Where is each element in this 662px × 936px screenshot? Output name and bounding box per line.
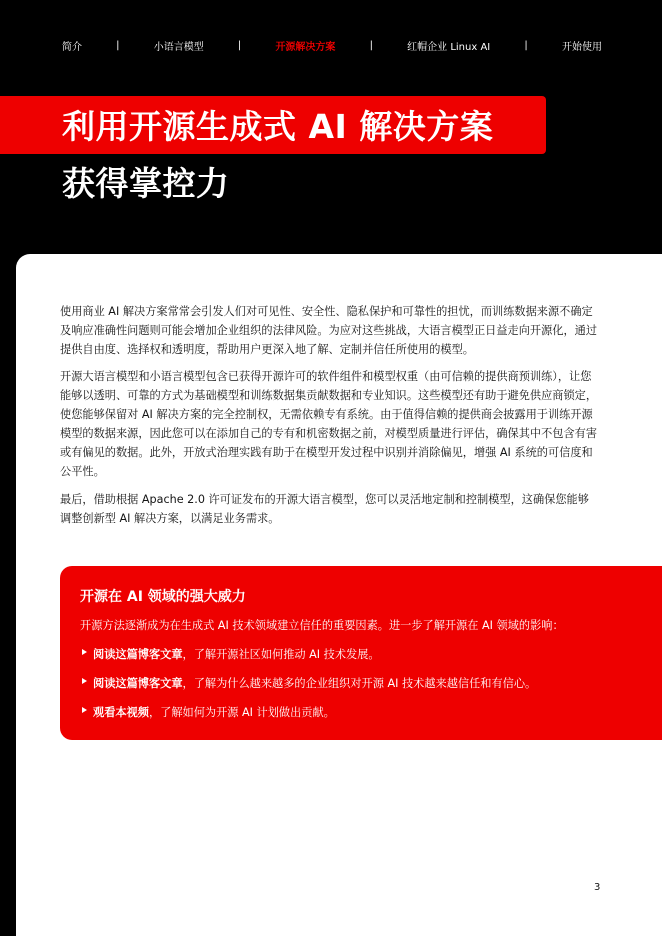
list-item-text: ，了解为什么越来越多的企业组织对开源 AI 技术越来越信任和有信心。 [182, 677, 537, 690]
list-item [82, 675, 536, 704]
body-paragraph-2: 开源大语言模型和小语言模型包含已获得开源许可的软件组件和模型权重（由可信赖的提供商预训练），让您能够以透明、可靠的方式为基础模型和训练数据集贡献数据和专业知识。这些模型还有助于避免供应商锁定，使您能够保留对 AI 解决方案的完全控制权，无需依赖专有系统。由于值得信赖的提供商会披露用于训练开源模型的数据来源，因此您可以在添加自己的专有和机密数据之前，对模型质量进行评估，确保其中不包含有害或有偏见的数据。此外，开放式治理实践有助于在模型开发过程中识别并消除偏见，增强 AI 系统的可信度和公平性。 [60, 370, 598, 478]
page-title-line2: 获得掌控力 [62, 164, 230, 203]
nav-separator: | [237, 39, 242, 51]
list-item [82, 646, 536, 675]
nav-separator: | [369, 39, 373, 51]
nav-separator: | [116, 39, 120, 51]
nav-item-intro[interactable]: 简介 [62, 41, 82, 53]
video-link[interactable]: 观看本视频 [93, 706, 149, 719]
list-item-text: ，了解开源社区如何推动 AI 技术发展。 [182, 648, 380, 661]
nav-item-small-language-models[interactable]: 小语言模型 [153, 41, 204, 53]
triangle-bullet-icon [82, 649, 87, 655]
body-paragraph-1: 使用商业 AI 解决方案常常会引发人们对可见性、安全性、隐私保护和可靠性的担忧，而训练数据来源不确定及响应准确性问题则可能会增加企业组织的法律风险。为应对这些挑战，大语言模型正日益走向开源化，通过提供自由度、选择权和透明度，帮助用户更深入地了解、定制并信任所使用的模型。 [60, 305, 598, 356]
page-title-line1: 利用开源生成式 AI 解决方案 [62, 107, 494, 146]
nav-item-open-source-solutions[interactable]: 开源解决方案 [275, 41, 336, 53]
top-navigation [62, 36, 602, 54]
nav-separator: | [524, 39, 528, 51]
page-number: 3 [594, 882, 601, 893]
content-panel [16, 254, 662, 936]
triangle-bullet-icon [82, 678, 87, 684]
callout-link-list [82, 646, 536, 733]
nav-item-get-started[interactable]: 开始使用 [561, 41, 602, 53]
body-paragraph-3: 最后，借助根据 Apache 2.0 许可证发布的开源大语言模型，您可以灵活地定制和控制模型，这确保您能够调整创新型 AI 解决方案，以满足业务需求。 [60, 493, 589, 525]
blog-post-link-1[interactable]: 阅读这篇博客文章 [93, 648, 183, 661]
nav-item-rhel-ai[interactable]: 红帽企业 Linux AI [407, 41, 491, 53]
callout-box [60, 566, 662, 740]
callout-intro: 开源方法逐渐成为在生成式 AI 技术领域建立信任的重要因素。进一步了解开源在 AI 领域的影响： [80, 619, 564, 632]
list-item [82, 704, 536, 733]
callout-title: 开源在 AI 领域的强大威力 [80, 589, 246, 605]
triangle-bullet-icon [82, 707, 87, 713]
blog-post-link-2[interactable]: 阅读这篇博客文章 [93, 677, 183, 690]
list-item-text: ，了解如何为开源 AI 计划做出贡献。 [148, 706, 335, 719]
